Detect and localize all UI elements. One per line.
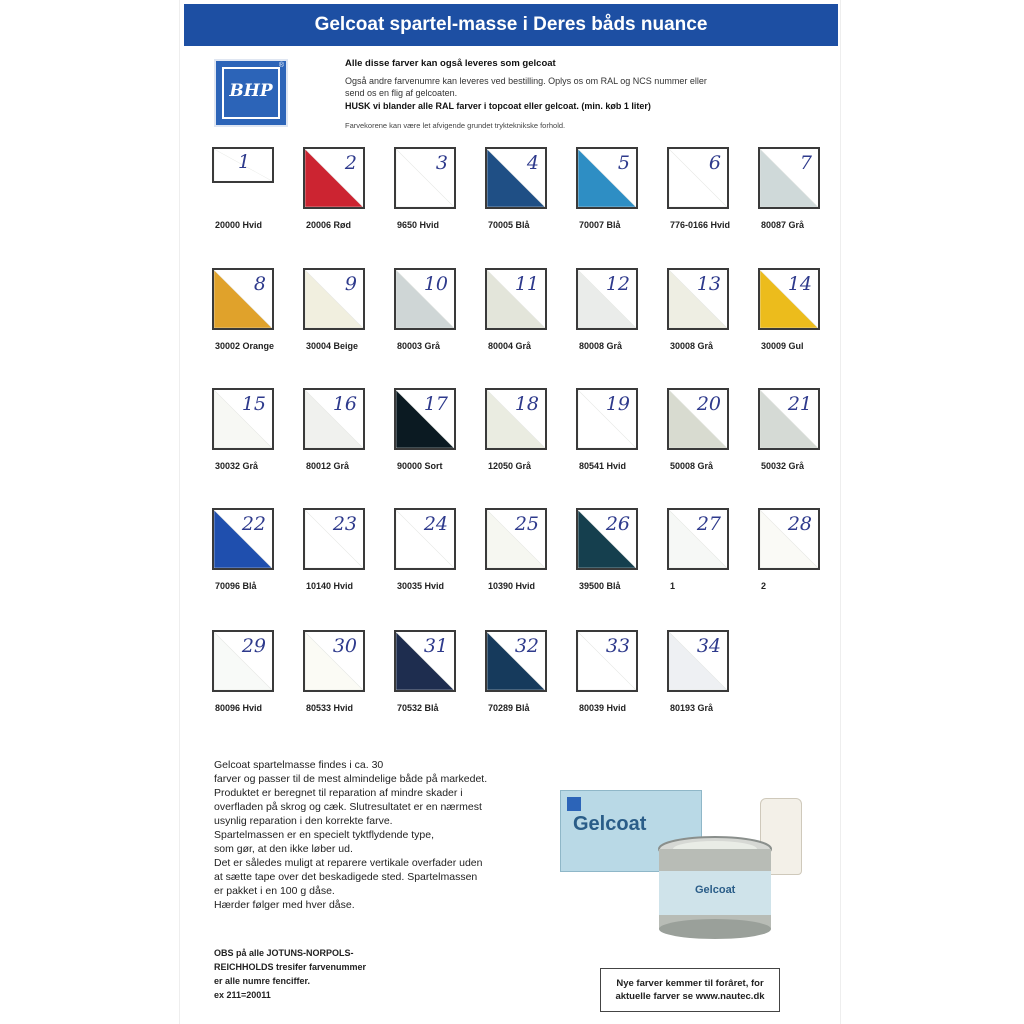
swatch-code: 30032 Grå xyxy=(215,461,259,471)
swatch-number: 19 xyxy=(605,393,630,415)
color-swatch xyxy=(758,268,820,330)
obs-line: ex 211=20011 xyxy=(214,990,271,1000)
swatch-number: 2 xyxy=(344,152,357,174)
swatch-code: 1 xyxy=(670,581,676,591)
swatch-code: 70289 Blå xyxy=(488,703,530,713)
color-swatch xyxy=(303,630,365,692)
swatch-number: 22 xyxy=(241,513,266,535)
color-swatch xyxy=(667,630,729,692)
color-swatch xyxy=(394,147,456,209)
swatch-code: 80003 Grå xyxy=(397,341,441,351)
swatch-code: 80012 Grå xyxy=(306,461,350,471)
color-swatch xyxy=(758,147,820,209)
swatch-code: 80193 Grå xyxy=(670,703,714,713)
footer-line: aktuelle farver se www.nautec.dk xyxy=(615,991,765,1002)
swatch-code: 70007 Blå xyxy=(579,220,621,230)
color-swatch xyxy=(485,508,547,570)
swatch-number: 7 xyxy=(799,152,812,174)
swatch-code: 12050 Grå xyxy=(488,461,532,471)
swatch-code: 70096 Blå xyxy=(215,581,257,591)
color-swatch xyxy=(576,388,638,450)
intro-text xyxy=(345,58,785,133)
color-swatch xyxy=(303,388,365,450)
intro-heading: Alle disse farver kan også leveres som gelcoat xyxy=(345,58,556,69)
swatch-number: 13 xyxy=(696,273,721,295)
swatch-code: 9650 Hvid xyxy=(397,220,440,230)
description-line: som gør, at den ikke løber ud. xyxy=(214,843,353,855)
intro-line: send os en flig af gelcoaten. xyxy=(345,88,458,98)
color-swatch xyxy=(667,268,729,330)
footer-notice xyxy=(600,968,780,1012)
description-line: Produktet er beregnet til reparation af mindre skader i xyxy=(214,787,463,799)
swatch-code: 39500 Blå xyxy=(579,581,621,591)
swatch-code: 80004 Grå xyxy=(488,341,532,351)
color-swatch xyxy=(212,147,274,183)
can-label: Gelcoat xyxy=(695,884,736,896)
page-title: Gelcoat spartel-masse i Deres båds nuance xyxy=(184,4,838,46)
swatch-code: 80096 Hvid xyxy=(215,703,263,713)
swatch-number: 11 xyxy=(514,273,539,295)
swatch-number: 33 xyxy=(605,635,630,657)
swatch-code: 50032 Grå xyxy=(761,461,805,471)
description-line: usynlig reparation i den korrekte farve. xyxy=(214,815,393,827)
swatch-number: 30 xyxy=(332,635,357,657)
swatch-number: 5 xyxy=(617,152,630,174)
swatch-code: 2 xyxy=(761,581,767,591)
swatch-number: 18 xyxy=(514,393,539,415)
product-description xyxy=(214,758,554,912)
swatch-code: 70532 Blå xyxy=(397,703,439,713)
intro-line: Også andre farvenumre kan leveres ved bestilling. Oplys os om RAL og NCS nummer eller xyxy=(345,75,707,86)
swatch-number: 21 xyxy=(787,393,812,415)
swatch-number: 29 xyxy=(241,635,266,657)
swatch-number: 10 xyxy=(423,273,448,295)
swatch-code: 90000 Sort xyxy=(397,461,443,471)
swatch-number: 27 xyxy=(696,513,721,535)
obs-line: REICHHOLDS tresifer farvenummer xyxy=(214,962,367,972)
swatch-code: 20000 Hvid xyxy=(215,220,263,230)
swatch-code: 30009 Gul xyxy=(761,341,804,351)
obs-note xyxy=(214,946,454,1002)
description-line: Det er således muligt at reparere vertikale overfader uden xyxy=(214,857,483,869)
obs-line: er alle numre fenciffer. xyxy=(214,976,311,986)
swatch-number: 15 xyxy=(241,393,266,415)
swatch-number: 26 xyxy=(605,513,630,535)
color-swatch xyxy=(667,508,729,570)
footer-line: Nye farver kemmer til forâret, for xyxy=(616,978,764,989)
box-logo-icon xyxy=(567,797,581,811)
logo-text: BHP xyxy=(222,67,280,119)
swatch-code: 776-0166 Hvid xyxy=(670,220,731,230)
swatch-number: 34 xyxy=(696,635,721,657)
color-swatch xyxy=(576,508,638,570)
swatch-number: 25 xyxy=(514,513,539,535)
description-line: farver og passer til de mest almindelige både på markedet. xyxy=(214,773,488,785)
swatch-code: 80087 Grå xyxy=(761,220,805,230)
swatch-number: 1 xyxy=(238,151,251,173)
intro-reminder: HUSK vi blander alle RAL farver i topcoat eller gelcoat. (min. køb 1 liter) xyxy=(345,100,651,111)
color-swatch xyxy=(394,630,456,692)
description-line: Gelcoat spartelmasse findes i ca. 30 xyxy=(214,759,384,771)
color-swatch xyxy=(303,508,365,570)
brand-logo xyxy=(214,59,288,127)
swatch-number: 16 xyxy=(332,393,357,415)
color-swatch xyxy=(212,508,274,570)
color-swatch xyxy=(576,268,638,330)
swatch-number: 8 xyxy=(253,273,266,295)
swatch-code: 30008 Grå xyxy=(670,341,714,351)
color-swatch xyxy=(485,268,547,330)
description-line: Hærder følger med hver dåse. xyxy=(214,899,355,911)
swatch-number: 4 xyxy=(526,152,539,174)
swatch-code: 80039 Hvid xyxy=(579,703,627,713)
swatch-code: 30035 Hvid xyxy=(397,581,445,591)
color-swatch xyxy=(758,388,820,450)
intro-note: Farvekorene kan være let afvigende grundet trykteknikske forhold. xyxy=(345,121,566,130)
swatch-number: 24 xyxy=(423,513,448,535)
color-swatch xyxy=(485,147,547,209)
swatch-code: 10390 Hvid xyxy=(488,581,536,591)
color-swatch xyxy=(485,388,547,450)
swatch-code: 80541 Hvid xyxy=(579,461,627,471)
description-line: er pakket i en 100 g dåse. xyxy=(214,885,335,897)
swatch-number: 17 xyxy=(423,393,448,415)
swatch-code: 30004 Beige xyxy=(306,341,359,351)
swatch-code: 10140 Hvid xyxy=(306,581,354,591)
color-swatch xyxy=(394,268,456,330)
swatch-number: 20 xyxy=(696,393,721,415)
color-swatch xyxy=(212,630,274,692)
color-swatch xyxy=(303,147,365,209)
color-swatch xyxy=(758,508,820,570)
color-swatch xyxy=(485,630,547,692)
swatch-code: 80533 Hvid xyxy=(306,703,354,713)
swatch-code: 80008 Grå xyxy=(579,341,623,351)
color-swatch xyxy=(576,147,638,209)
swatch-number: 12 xyxy=(605,273,630,295)
color-swatch xyxy=(212,388,274,450)
swatch-code: 70005 Blå xyxy=(488,220,530,230)
product-photo xyxy=(560,760,820,960)
gelcoat-can-icon xyxy=(655,835,775,940)
swatch-number: 9 xyxy=(344,273,357,295)
swatch-code: 50008 Grå xyxy=(670,461,714,471)
color-swatch xyxy=(667,147,729,209)
swatch-code: 30002 Orange xyxy=(215,341,275,351)
color-swatch xyxy=(303,268,365,330)
obs-line: OBS på alle JOTUNS-NORPOLS- xyxy=(214,948,354,958)
color-swatch xyxy=(394,388,456,450)
color-swatch xyxy=(212,268,274,330)
description-line: at sætte tape over det beskadigede sted. Spartelmassen xyxy=(214,871,478,883)
swatch-number: 6 xyxy=(708,152,721,174)
swatch-number: 28 xyxy=(787,513,812,535)
swatch-number: 14 xyxy=(787,273,812,295)
description-line: overfladen på skrog og cæk. Slutresultatet er en nærmest xyxy=(214,801,482,813)
color-swatch xyxy=(667,388,729,450)
color-swatch xyxy=(576,630,638,692)
registered-mark: ® xyxy=(278,62,284,69)
swatch-code: 20006 Rød xyxy=(306,220,352,230)
description-line: Spartelmassen er en specielt tyktflydende type, xyxy=(214,829,435,841)
color-swatch xyxy=(394,508,456,570)
swatch-number: 31 xyxy=(423,635,448,657)
swatch-number: 32 xyxy=(514,635,539,657)
box-label: Gelcoat xyxy=(573,813,647,835)
swatch-number: 3 xyxy=(435,152,448,174)
swatch-number: 23 xyxy=(332,513,357,535)
